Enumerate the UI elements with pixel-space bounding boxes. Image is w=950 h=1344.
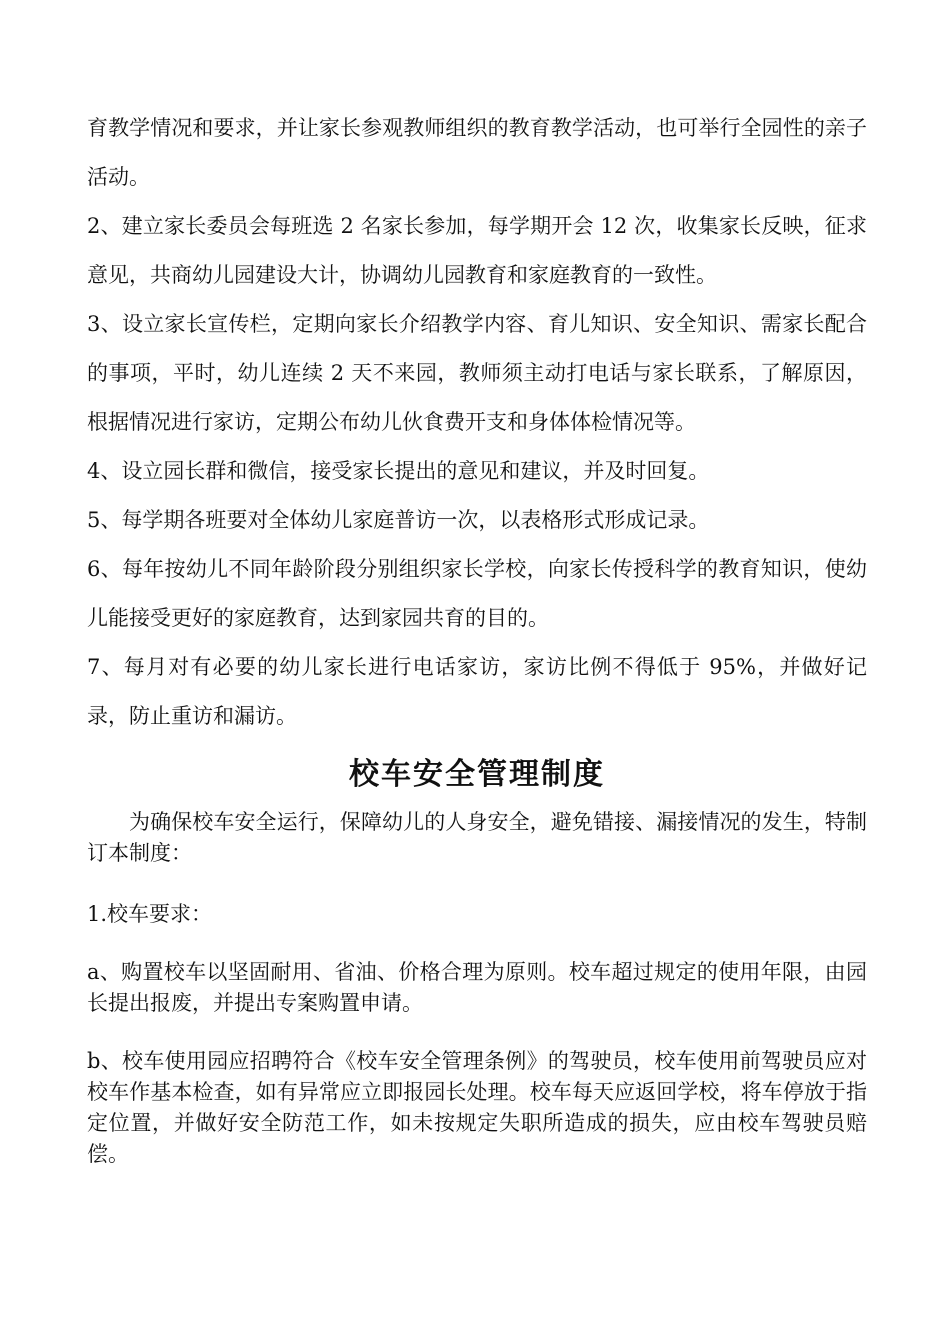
document-page <box>87 0 867 1170</box>
subheading-bus-requirements: 1.校车要求： <box>87 902 213 926</box>
paragraph-item-3: 3、设立家长宣传栏，定期向家长介绍教学内容、育儿知识、安全知识、需家长配合的事项，平时，幼儿连续 2 天不来园，教师须主动打电话与家长联系，了解原因，根据情况进行家访，定期公布幼儿伙食费开支和身体体检情况等。 <box>87 312 867 434</box>
section-title: 校车安全管理制度 <box>349 757 605 792</box>
intro-paragraph: 为确保校车安全运行，保障幼儿的人身安全，避免错接、漏接情况的发生，特制订本制度： <box>87 810 867 865</box>
requirement-item-a: a、购置校车以坚固耐用、省油、价格合理为原则。校车超过规定的使用年限，由园长提出报废，并提出专案购置申请。 <box>87 960 867 1015</box>
paragraph-continuation: 育教学情况和要求，并让家长参观教师组织的教育教学活动，也可举行全园性的亲子活动。 <box>87 116 867 189</box>
paragraph-item-6: 6、每年按幼儿不同年龄阶段分别组织家长学校，向家长传授科学的教育知识，使幼儿能接受更好的家庭教育，达到家园共育的目的。 <box>87 557 867 630</box>
requirement-item-b: b、校车使用园应招聘符合《校车安全管理条例》的驾驶员，校车使用前驾驶员应对校车作基本检查，如有异常应立即报园长处理。校车每天应返回学校，将车停放于指定位置，并做好安全防范工作，如未按规定失职所造成的损失，应由校车驾驶员赔偿。 <box>87 1049 867 1166</box>
paragraph-item-7: 7、每月对有必要的幼儿家长进行电话家访，家访比例不得低于 95%，并做好记录，防止重访和漏访。 <box>87 655 867 728</box>
paragraph-item-4: 4、设立园长群和微信，接受家长提出的意见和建议，并及时回复。 <box>87 459 710 483</box>
paragraph-item-5: 5、每学期各班要对全体幼儿家庭普访一次，以表格形式形成记录。 <box>87 508 710 532</box>
paragraph-item-2: 2、建立家长委员会每班选 2 名家长参加，每学期开会 12 次，收集家长反映，征求意见，共商幼儿园建设大计，协调幼儿园教育和家庭教育的一致性。 <box>87 214 867 287</box>
